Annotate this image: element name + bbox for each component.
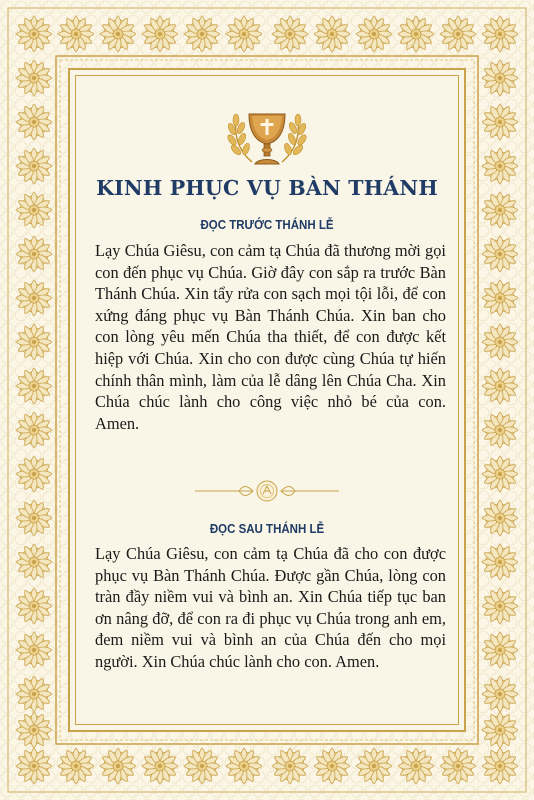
section-heading-before-mass: ĐỌC TRƯỚC THÁNH LỄ — [200, 218, 334, 232]
prayer-before-mass: Lạy Chúa Giêsu, con cảm tạ Chúa đã thương mời gọi con đến phục vụ Chúa. Giờ đây con sắp ra trước Bàn Thánh Chúa. Xin tẩy rửa con sạch mọi tội lỗi, để con xứng đáng phục vụ Bàn Thánh Chúa. Xin ban cho con lòng yêu mến Chúa tha thiết, để con được kết hiệp với Chúa. Xin cho con được cùng Chúa tự hiến chính thân mình, làm của lễ dâng lên Chúa Cha. Xin Chúa chúc lành cho công việc nhỏ bé của con. Amen. — [95, 241, 446, 433]
page-title: KINH PHỤC VỤ BÀN THÁNH — [96, 176, 438, 200]
section-heading-after-mass: ĐỌC SAU THÁNH LỄ — [209, 522, 325, 536]
chalice-with-wheat-icon — [222, 100, 312, 172]
prayer-after-mass: Lạy Chúa Giêsu, con cảm tạ Chúa đã cho con được phục vụ Bàn Thánh Chúa. Được gần Chúa, lòng con tràn đầy niềm vui và bình an. Xin Chúa tiếp tục ban ơn nâng đỡ, để con ra đi phục vụ Chúa trong anh em, đem niềm vui và bình an của Chúa đến cho mọi người. Xin Chúa chúc lành cho con. Amen. — [95, 544, 446, 671]
ornamental-divider-icon — [187, 477, 347, 505]
